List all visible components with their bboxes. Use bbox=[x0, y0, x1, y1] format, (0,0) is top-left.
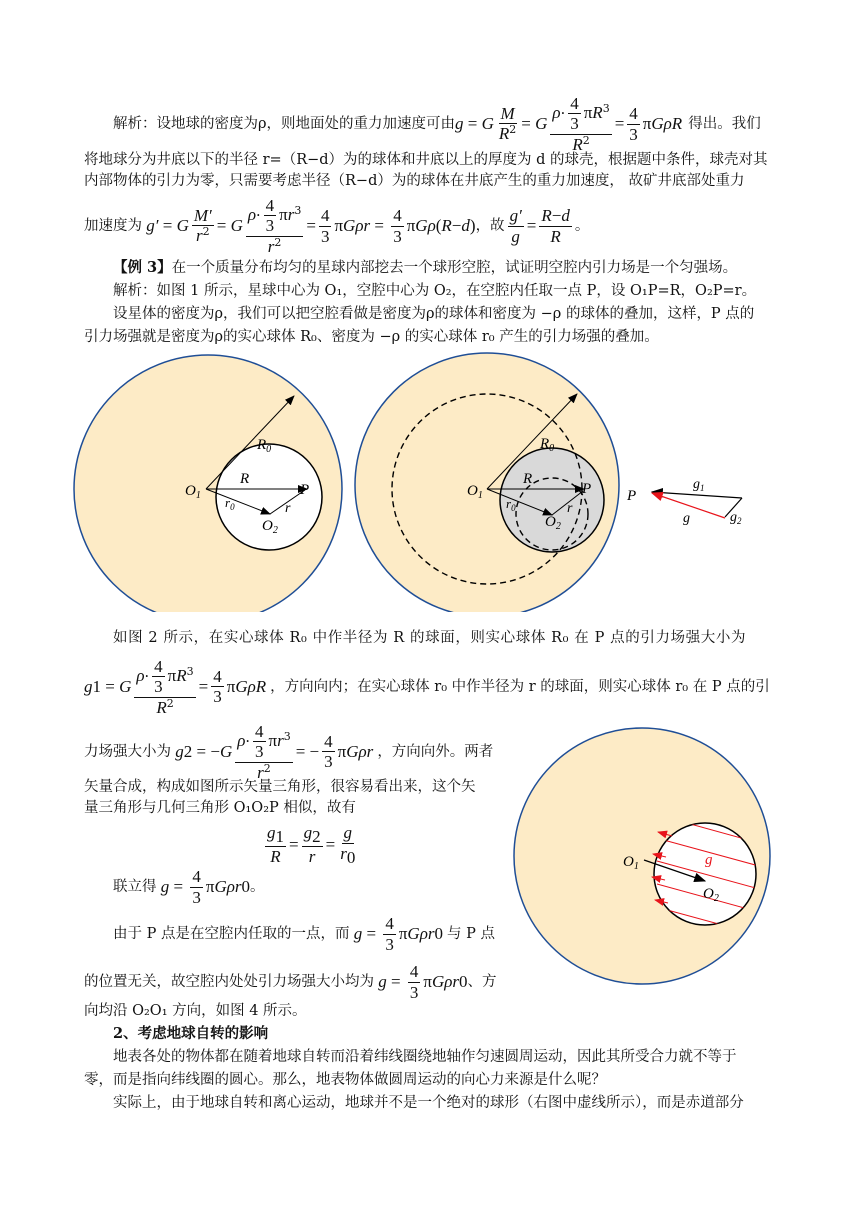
para4-line6 bbox=[113, 865, 265, 909]
para4-line6-lead: 联立得 bbox=[113, 879, 157, 895]
label-R0: $R_0$ bbox=[540, 436, 555, 454]
para1-line3: 内部物体的引力为零，只需要考虑半径（R−d）为的球体在井底产生的重力加速度， 故矿井底部处重力 bbox=[84, 173, 745, 189]
label-O2: $O_2$ bbox=[262, 518, 278, 536]
label-R0: $R_0$ bbox=[257, 437, 272, 455]
example3-tag: 【例 3】 bbox=[113, 259, 172, 276]
label-R: R bbox=[240, 471, 250, 487]
label-O2: $O_2$ bbox=[703, 886, 719, 904]
formula-g-result: g = $\frac{4}{3}$ π Gρr 0 bbox=[156, 866, 250, 907]
formula-g2: g 2 = − G ρ· $\frac{4}{3}$ $\pi r^3$ $r^2$ = − $\frac{4}{3}$ π Gρr bbox=[171, 721, 374, 782]
para4-line2-tail: ，方向向内；在实心球体 r₀ 中作半径为 r 的球面，则实心球体 r₀ 在 P 点的引 bbox=[270, 679, 770, 695]
label-O2: $O_2$ bbox=[545, 514, 561, 532]
para1-line1 bbox=[113, 94, 761, 154]
label-g: g bbox=[705, 852, 713, 868]
para1-lead: 解析：设地球的密度为ρ，则地面处的重力加速度可由 bbox=[113, 116, 456, 132]
para4-line5: 量三角形与几何三角形 O₁O₂P 相似，故有 bbox=[84, 800, 356, 816]
label-r0: $r_0$ bbox=[506, 496, 516, 513]
para4-line9: 向均沿 O₂O₁ 方向，如图 4 所示。 bbox=[84, 1003, 307, 1019]
para4-line7-tail: 与 P 点 bbox=[446, 926, 495, 942]
figure-2 bbox=[355, 353, 619, 612]
para1-line4 bbox=[84, 196, 589, 256]
para4-line6-tail: 。 bbox=[250, 879, 265, 895]
section2-line2: 零，而是指向纬线圈的圆心。那么，地表物体做圆周运动的向心力来源是什么呢？ bbox=[84, 1072, 606, 1088]
para3-line2: 引力场强就是密度为ρ的实心球体 R₀、密度为 −ρ 的实心球体 r₀ 产生的引力场强的叠加。 bbox=[84, 329, 659, 345]
para4-line3-tail: ，方向向外。两者 bbox=[377, 744, 494, 760]
label-g: g bbox=[683, 511, 690, 526]
para2: 解析：如图 1 所示，星球中心为 O₁，空腔中心为 O₂，在空腔内任取一点 P，设 O₁P=R，O₂P=r。 bbox=[113, 283, 757, 299]
label-P: P bbox=[627, 488, 637, 504]
label-O1: $O_1$ bbox=[623, 854, 639, 872]
label-r0: $r_0$ bbox=[225, 495, 235, 512]
para4-line4: 矢量合成，构成如图所示矢量三角形，很容易看出来，这个矢 bbox=[84, 779, 476, 795]
para4-line8 bbox=[84, 960, 497, 1004]
example3-text: 在一个质量分布均匀的星球内部挖去一个球形空腔，试证明空腔内引力场是一个匀强场。 bbox=[171, 260, 738, 276]
para4-line7 bbox=[113, 912, 495, 956]
para1-line2: 将地球分为井底以下的半径 r=（R−d）为的球体和井底以上的厚度为 d 的球壳，根据题中条件，球壳对其 bbox=[84, 152, 768, 168]
section2-line3: 实际上，由于地球自转和离心运动，地球并不是一个绝对的球形（右图中虚线所示），而是赤道部分 bbox=[113, 1095, 744, 1111]
para4-line2 bbox=[84, 656, 770, 718]
label-R: R bbox=[523, 471, 533, 487]
example3-line bbox=[113, 258, 737, 278]
section2-line1: 地表各处的物体都在随着地球自转而沿着纬线圈绕地轴作匀速圆周运动，因此其所受合力就不等于 bbox=[113, 1049, 737, 1065]
formula-g-result-2: g = $\frac{4}{3}$ π Gρr 0 bbox=[349, 913, 443, 954]
label-r: r bbox=[567, 501, 573, 516]
label-O1: $O_1$ bbox=[185, 483, 201, 501]
para4-line7-lead: 由于 P 点是在空腔内任取的一点，而 bbox=[113, 926, 350, 942]
formula-ratio: $\frac{g'}{g}$ = $\frac{R-d}{R}$ bbox=[509, 205, 570, 246]
label-P: P bbox=[300, 482, 310, 498]
para4-line3 bbox=[84, 720, 493, 784]
label-P: P bbox=[582, 481, 592, 497]
para3-line1: 设星体的密度为ρ，我们可以把空腔看做是密度为ρ的球体和密度为 −ρ 的球体的叠加，这样，P 点的 bbox=[113, 306, 755, 322]
para1-line4-lead: 加速度为 bbox=[84, 218, 142, 234]
label-r: r bbox=[285, 501, 291, 516]
para4-line1: 如图 2 所示，在实心球体 R₀ 中作半径为 R 的球面，则实心球体 R₀ 在 P 点的引力场强大小为 bbox=[113, 630, 747, 646]
para4-line3-lead: 力场强大小为 bbox=[84, 744, 171, 760]
formula-similarity: $\frac{g_1}{R}$ = $\frac{g_2}{r}$ = $\frac{g}{r_0}$ bbox=[267, 823, 356, 867]
formula-g-result-3: g = $\frac{4}{3}$ π Gρr 0 bbox=[374, 961, 468, 1002]
para4-line8-lead: 的位置无关，故空腔内处处引力场强大小均为 bbox=[84, 974, 374, 990]
para4-line8-tail: 、方 bbox=[467, 974, 497, 990]
para1-line4-end: 。 bbox=[574, 218, 590, 234]
label-O1: $O_1$ bbox=[467, 483, 483, 501]
formula-g1: g 1 = G ρ· $\frac{4}{3}$ $\pi R^3$ $R^2$ = $\frac{4}{3}$ π GρR bbox=[84, 656, 267, 717]
formula-g-prime: g′ = G $\frac{M'}{r^2}$ = G ρ· $\frac{4}{3}$ $\pi r^3$ $r^2$ = $\frac{4}{3}$ π Gρr = $\frac{4}{3}$ π Gρ ( R − d ) bbox=[142, 195, 476, 256]
para1-line4-mid: ，故 bbox=[475, 218, 505, 234]
section2-heading: 2、考虑地球自转的影响 bbox=[113, 1025, 269, 1042]
figure-1 bbox=[74, 355, 342, 612]
figure-cavity-diagrams bbox=[0, 352, 860, 612]
label-g1: $g_1$ bbox=[693, 477, 705, 493]
label-g2: $g_2$ bbox=[730, 510, 742, 526]
para1-tail: 得出。我们 bbox=[688, 116, 761, 132]
formula-g-surface: g = G $\frac{M}{R^2}$ = G ρ· $\frac{4}{3}$ $\pi R^3$ $R^2$ = $\frac{4}{3}$ π GρR bbox=[455, 93, 683, 154]
figure-3-vector-triangle bbox=[626, 477, 742, 526]
figure-4-uniform-field bbox=[500, 726, 790, 986]
